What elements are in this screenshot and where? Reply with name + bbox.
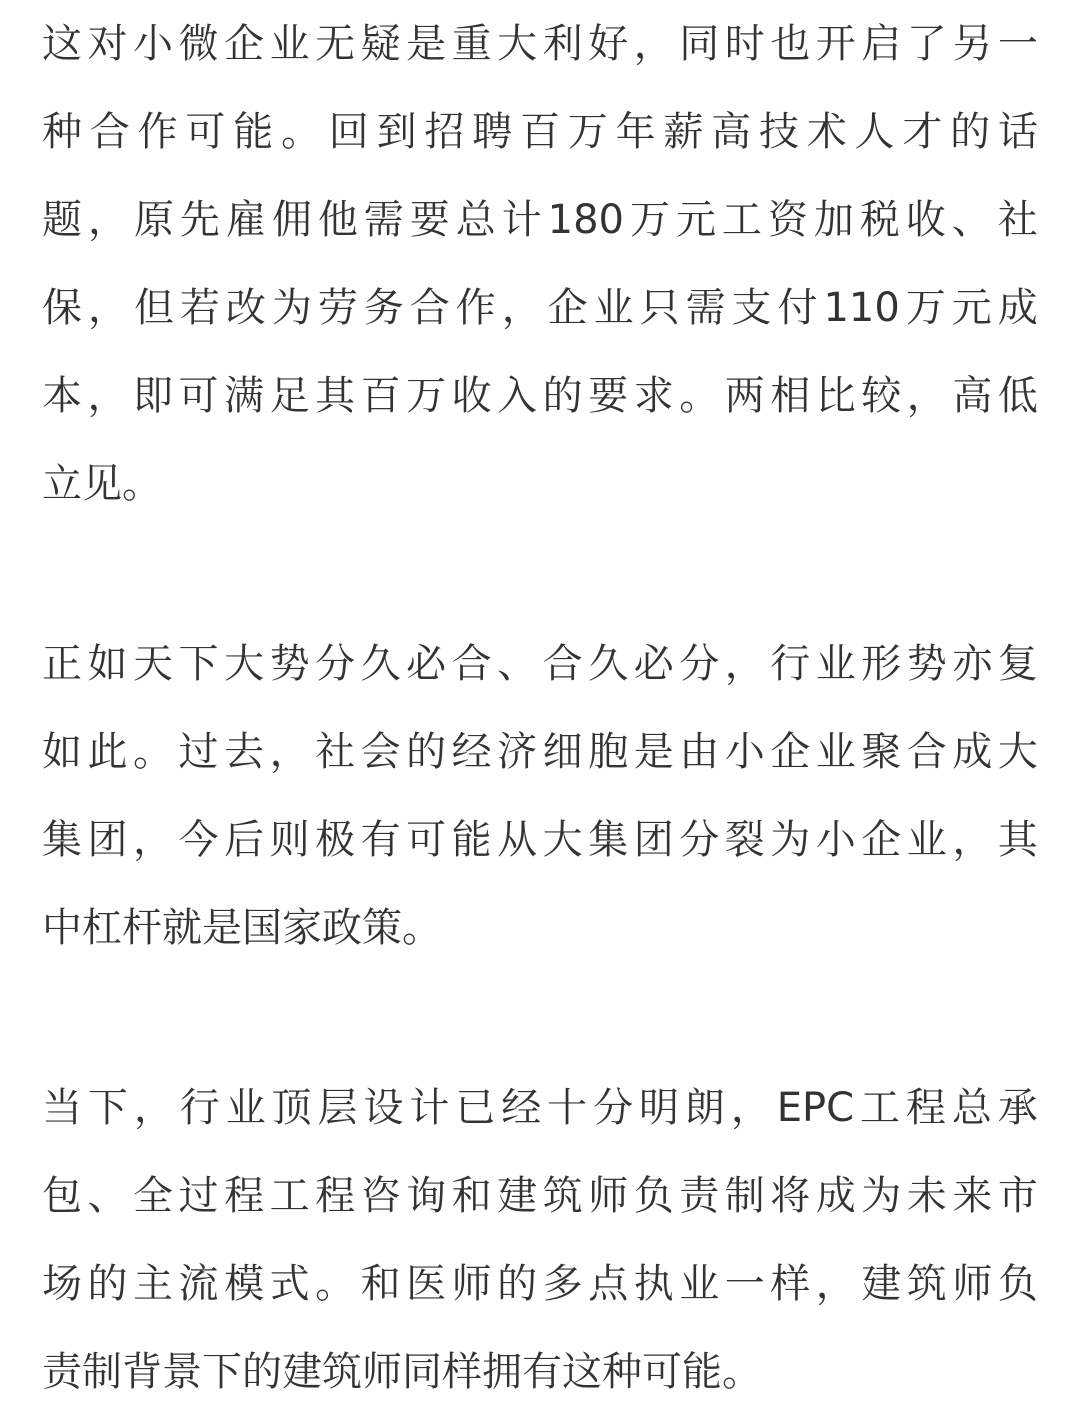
glyph: 业 — [815, 729, 856, 775]
glyph: 后 — [224, 817, 265, 863]
glyph: 必 — [406, 641, 447, 687]
glyph: 元 — [675, 197, 716, 243]
glyph: 需 — [363, 197, 404, 243]
glyph: 如 — [87, 641, 128, 687]
glyph: 大 — [497, 21, 538, 67]
glyph: 流 — [178, 1261, 219, 1307]
glyph: 付 — [777, 285, 818, 331]
glyph: ， — [815, 1261, 856, 1307]
glyph: 小 — [815, 817, 856, 863]
glyph: 程 — [315, 1173, 356, 1219]
glyph: 胞 — [588, 729, 629, 775]
glyph: 一 — [997, 21, 1038, 67]
glyph: 经 — [501, 1085, 542, 1131]
glyph: ， — [952, 817, 993, 863]
glyph: 保 — [42, 285, 82, 331]
paragraph-3-line-4: 责制背景下的建筑师同样拥有这种可能。 — [42, 1349, 762, 1395]
glyph: 正 — [42, 641, 82, 687]
glyph: 比 — [815, 373, 856, 419]
glyph: 业 — [815, 641, 856, 687]
glyph: 人 — [854, 109, 895, 155]
glyph: 其 — [315, 373, 356, 419]
paragraph-1-line-4 — [42, 264, 1038, 352]
glyph: 了 — [906, 21, 947, 67]
glyph: 这 — [42, 21, 82, 67]
glyph: 低 — [997, 373, 1038, 419]
glyph: 改 — [225, 285, 266, 331]
glyph: ， — [133, 817, 174, 863]
glyph: 裂 — [724, 817, 765, 863]
glyph: 势 — [906, 641, 947, 687]
glyph: 他 — [317, 197, 358, 243]
glyph: 的 — [87, 1261, 128, 1307]
glyph: 加 — [813, 197, 854, 243]
glyph: 天 — [133, 641, 174, 687]
glyph: 。 — [679, 373, 720, 419]
glyph: 师 — [451, 1261, 492, 1307]
glyph: 形 — [861, 641, 902, 687]
glyph: 会 — [360, 729, 401, 775]
glyph: 分 — [315, 641, 356, 687]
glyph: ， — [633, 21, 674, 67]
glyph: 启 — [861, 21, 902, 67]
glyph: 无 — [315, 21, 356, 67]
glyph: 资 — [767, 197, 808, 243]
glyph: 有 — [360, 817, 401, 863]
glyph: 到 — [376, 109, 417, 155]
glyph: 。 — [133, 729, 174, 775]
glyph: 大 — [542, 817, 583, 863]
glyph: 支 — [731, 285, 772, 331]
glyph: 题 — [42, 197, 82, 243]
glyph: 过 — [178, 1173, 219, 1219]
glyph: 久 — [360, 641, 401, 687]
glyph: 成 — [952, 729, 993, 775]
glyph: 必 — [633, 641, 674, 687]
glyph: ， — [501, 285, 542, 331]
glyph: 万 — [905, 285, 946, 331]
glyph: 时 — [724, 21, 765, 67]
glyph: 合 — [409, 285, 450, 331]
glyph: 若 — [179, 285, 220, 331]
glyph: 济 — [497, 729, 538, 775]
glyph: 先 — [179, 197, 220, 243]
glyph: 即 — [133, 373, 174, 419]
glyph: 去 — [224, 729, 265, 775]
glyph: 包 — [42, 1173, 82, 1219]
glyph: 企 — [861, 817, 902, 863]
glyph: 另 — [952, 21, 993, 67]
glyph: 。 — [315, 1261, 356, 1307]
glyph: 计 — [501, 197, 542, 243]
paragraph-2-line-4: 中杠杆就是国家政策。 — [42, 905, 442, 951]
glyph: 此 — [87, 729, 128, 775]
glyph: 薪 — [663, 109, 704, 155]
glyph: 细 — [542, 729, 583, 775]
glyph: 负 — [633, 1173, 674, 1219]
glyph: 为 — [861, 1173, 902, 1219]
glyph: 社 — [997, 197, 1038, 243]
glyph: 元 — [951, 285, 992, 331]
glyph: 税 — [859, 197, 900, 243]
glyph: 、 — [87, 1173, 128, 1219]
glyph: 雇 — [225, 197, 266, 243]
glyph: 合 — [451, 641, 492, 687]
glyph: 分 — [679, 817, 720, 863]
glyph: 是 — [406, 21, 447, 67]
glyph: 全 — [133, 1173, 174, 1219]
glyph: 招 — [424, 109, 465, 155]
glyph: 由 — [679, 729, 720, 775]
glyph: 高 — [711, 109, 752, 155]
glyph: 如 — [42, 729, 82, 775]
glyph: 行 — [179, 1085, 220, 1131]
glyph: 高 — [952, 373, 993, 419]
glyph: 对 — [87, 21, 128, 67]
glyph: 建 — [861, 1261, 902, 1307]
glyph: 和 — [451, 1173, 492, 1219]
glyph: 工 — [721, 197, 762, 243]
glyph: 未 — [906, 1173, 947, 1219]
glyph: 相 — [770, 373, 811, 419]
paragraph-2-line-3 — [42, 796, 1038, 884]
glyph: 和 — [360, 1261, 401, 1307]
glyph: 合 — [89, 109, 130, 155]
glyph: 的 — [406, 729, 447, 775]
glyph: 疑 — [360, 21, 401, 67]
glyph: 业 — [593, 285, 634, 331]
glyph: 成 — [815, 1173, 856, 1219]
glyph: 需 — [685, 285, 726, 331]
glyph: 将 — [770, 1173, 811, 1219]
glyph: 百 — [360, 373, 401, 419]
glyph: 场 — [42, 1261, 82, 1307]
glyph: 回 — [328, 109, 369, 155]
glyph: 能 — [451, 817, 492, 863]
glyph: 较 — [861, 373, 902, 419]
glyph: 要 — [588, 373, 629, 419]
glyph: 明 — [638, 1085, 679, 1131]
glyph: 师 — [588, 1173, 629, 1219]
glyph: 聘 — [472, 109, 513, 155]
glyph: 入 — [497, 373, 538, 419]
glyph: 已 — [455, 1085, 496, 1131]
glyph: 团 — [87, 817, 128, 863]
glyph: 收 — [905, 197, 946, 243]
glyph: 模 — [224, 1261, 265, 1307]
glyph: 分 — [679, 641, 720, 687]
glyph: 两 — [724, 373, 765, 419]
glyph: 分 — [593, 1085, 634, 1131]
glyph: 可 — [406, 817, 447, 863]
glyph: 设 — [363, 1085, 404, 1131]
glyph: 一 — [724, 1261, 765, 1307]
glyph: 万 — [629, 197, 670, 243]
glyph: 企 — [547, 285, 588, 331]
glyph: ， — [133, 1085, 174, 1131]
glyph: 务 — [363, 285, 404, 331]
glyph: 的 — [497, 1261, 538, 1307]
glyph: 万 — [567, 109, 608, 155]
glyph: 负 — [997, 1261, 1038, 1307]
glyph: 亦 — [952, 641, 993, 687]
glyph: 行 — [770, 641, 811, 687]
glyph: 执 — [633, 1261, 674, 1307]
glyph: 足 — [269, 373, 310, 419]
glyph: 顶 — [271, 1085, 312, 1131]
glyph: 程 — [905, 1085, 946, 1131]
glyph: ， — [87, 285, 128, 331]
glyph: 聚 — [861, 729, 902, 775]
glyph: 久 — [588, 641, 629, 687]
glyph: 只 — [639, 285, 680, 331]
glyph: 110 — [823, 285, 900, 331]
glyph: 总 — [951, 1085, 992, 1131]
glyph: 、 — [951, 197, 992, 243]
glyph: 层 — [317, 1085, 358, 1131]
glyph: 话 — [997, 109, 1038, 155]
glyph: 则 — [269, 817, 310, 863]
glyph: 点 — [588, 1261, 629, 1307]
glyph: 团 — [633, 817, 674, 863]
glyph: 百 — [519, 109, 560, 155]
glyph: 集 — [42, 817, 82, 863]
glyph: 佣 — [271, 197, 312, 243]
glyph: 是 — [633, 729, 674, 775]
glyph: 才 — [902, 109, 943, 155]
glyph: 开 — [815, 21, 856, 67]
paragraph-3-line-1 — [42, 1064, 1038, 1152]
glyph: 大 — [224, 641, 265, 687]
glyph: 业 — [225, 1085, 266, 1131]
paragraph-1-line-3 — [42, 176, 1038, 264]
glyph: 种 — [42, 109, 82, 155]
glyph: 程 — [224, 1173, 265, 1219]
paragraph-2-line-1 — [42, 620, 1038, 708]
glyph: 当 — [42, 1085, 82, 1131]
glyph: 工 — [860, 1085, 900, 1131]
glyph: 小 — [133, 21, 174, 67]
glyph: 市 — [997, 1173, 1038, 1219]
glyph: 小 — [724, 729, 765, 775]
glyph: 极 — [315, 817, 356, 863]
glyph: ， — [906, 373, 947, 419]
glyph: ， — [269, 729, 310, 775]
glyph: 好 — [588, 21, 629, 67]
glyph: 作 — [137, 109, 178, 155]
glyph: 下 — [87, 1085, 128, 1131]
glyph: 术 — [806, 109, 847, 155]
glyph: 承 — [997, 1085, 1038, 1131]
paragraph-1-line-1 — [42, 0, 1038, 88]
glyph: 、 — [497, 641, 538, 687]
glyph: 样 — [770, 1261, 811, 1307]
glyph: 为 — [770, 817, 811, 863]
glyph: 可 — [178, 373, 219, 419]
glyph: 复 — [997, 641, 1038, 687]
glyph: 询 — [406, 1173, 447, 1219]
glyph: 势 — [269, 641, 310, 687]
glyph: 利 — [542, 21, 583, 67]
glyph: 合 — [906, 729, 947, 775]
paragraph-1-line-6: 立见。 — [42, 461, 162, 507]
glyph: 要 — [409, 197, 450, 243]
glyph: 的 — [950, 109, 991, 155]
glyph: 微 — [178, 21, 219, 67]
glyph: 主 — [133, 1261, 174, 1307]
glyph: 180 — [547, 197, 625, 243]
glyph: 可 — [185, 109, 226, 155]
glyph: 业 — [906, 817, 947, 863]
glyph: 业 — [679, 1261, 720, 1307]
glyph: ， — [87, 197, 128, 243]
glyph: 筑 — [542, 1173, 583, 1219]
glyph: 也 — [770, 21, 811, 67]
glyph: 计 — [409, 1085, 450, 1131]
paragraph-3-line-2 — [42, 1152, 1038, 1240]
glyph: 成 — [997, 285, 1038, 331]
glyph: 经 — [451, 729, 492, 775]
glyph: 为 — [271, 285, 312, 331]
glyph: 制 — [724, 1173, 765, 1219]
glyph: 作 — [455, 285, 496, 331]
glyph: 大 — [997, 729, 1038, 775]
glyph: 业 — [269, 21, 310, 67]
glyph: 技 — [758, 109, 799, 155]
glyph: 从 — [497, 817, 538, 863]
paragraph-2-line-2 — [42, 708, 1038, 796]
glyph: 满 — [224, 373, 265, 419]
glyph: 企 — [224, 21, 265, 67]
glyph: 总 — [455, 197, 496, 243]
glyph: 式 — [269, 1261, 310, 1307]
glyph: 本 — [42, 373, 82, 419]
glyph: 重 — [451, 21, 492, 67]
glyph: 过 — [178, 729, 219, 775]
glyph: 咨 — [360, 1173, 401, 1219]
glyph: ， — [87, 373, 128, 419]
glyph: 来 — [952, 1173, 993, 1219]
paragraph-3-line-3 — [42, 1240, 1038, 1328]
glyph: 同 — [679, 21, 720, 67]
glyph: 的 — [542, 373, 583, 419]
glyph: 万 — [406, 373, 447, 419]
glyph: 责 — [679, 1173, 720, 1219]
glyph: 十 — [547, 1085, 588, 1131]
paragraph-1-line-5 — [42, 352, 1038, 440]
glyph: 社 — [315, 729, 356, 775]
glyph: 年 — [615, 109, 656, 155]
glyph: ， — [724, 641, 765, 687]
glyph: 医 — [406, 1261, 447, 1307]
glyph: 工 — [269, 1173, 310, 1219]
paragraph-1-line-2 — [42, 88, 1038, 176]
glyph: 求 — [633, 373, 674, 419]
glyph: 企 — [770, 729, 811, 775]
glyph: 建 — [497, 1173, 538, 1219]
glyph: 多 — [542, 1261, 583, 1307]
glyph: EPC — [776, 1085, 855, 1131]
glyph: 师 — [952, 1261, 993, 1307]
glyph: 筑 — [906, 1261, 947, 1307]
glyph: 。 — [280, 109, 321, 155]
glyph: 合 — [542, 641, 583, 687]
glyph: 原 — [133, 197, 174, 243]
glyph: 今 — [178, 817, 219, 863]
glyph: 朗 — [684, 1085, 725, 1131]
glyph: 其 — [997, 817, 1038, 863]
glyph: 下 — [178, 641, 219, 687]
glyph: 集 — [588, 817, 629, 863]
glyph: 收 — [451, 373, 492, 419]
glyph: 能 — [233, 109, 274, 155]
glyph: 但 — [133, 285, 174, 331]
glyph: 劳 — [317, 285, 358, 331]
glyph: ， — [730, 1085, 771, 1131]
